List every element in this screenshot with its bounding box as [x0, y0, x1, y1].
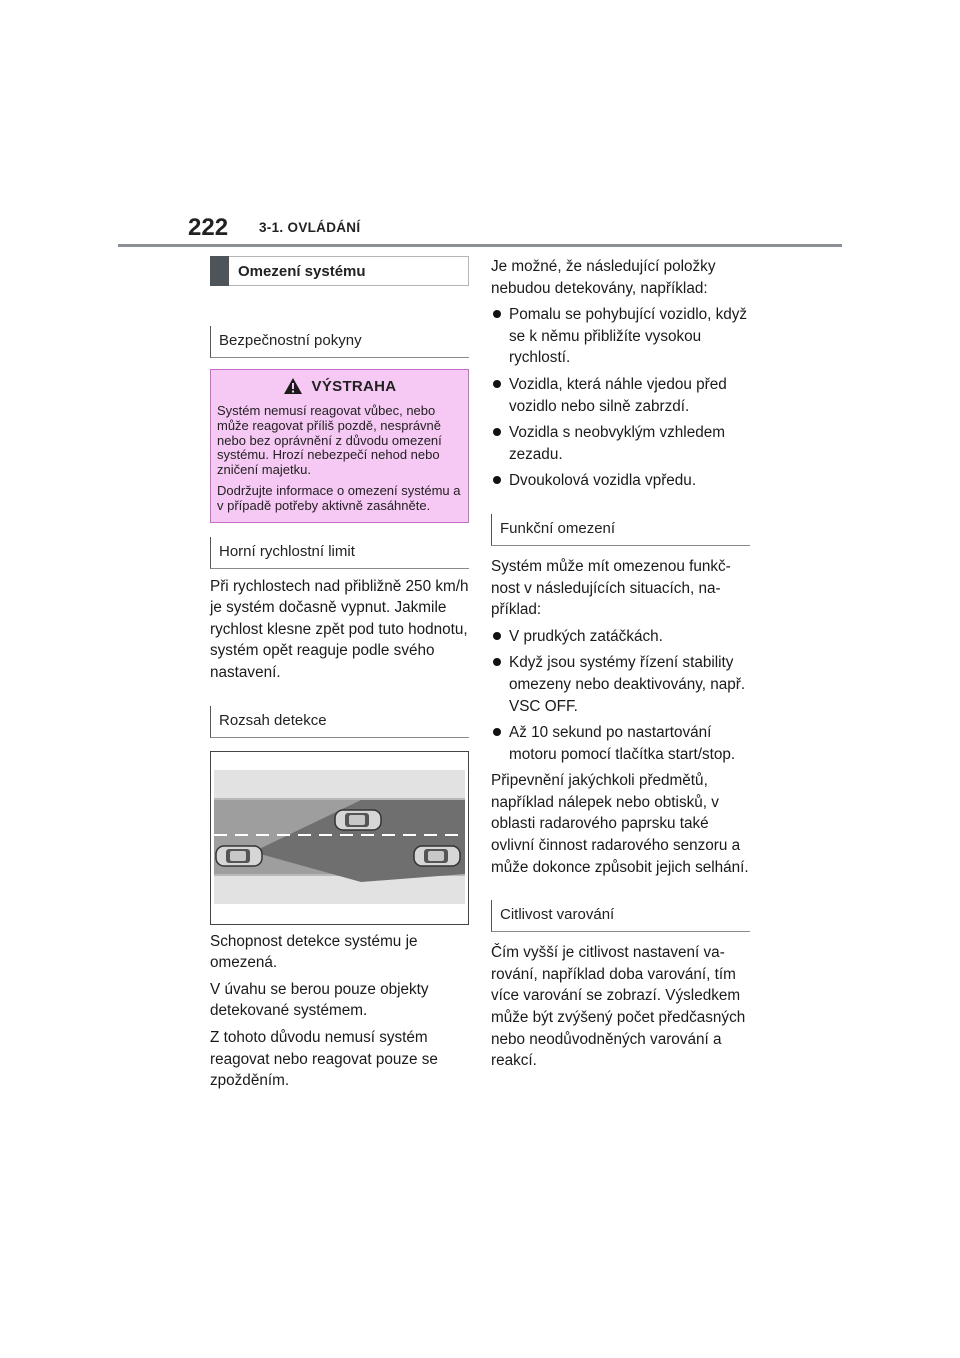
radar-detection-range-diagram: [210, 751, 469, 925]
subheading-sensitivity: Citlivost varování: [491, 900, 750, 932]
right-column: [491, 256, 750, 1072]
main-heading: [210, 256, 469, 286]
section-title: 3-1. OVLÁDÁNÍ: [259, 220, 361, 235]
list-item: Pomalu se pohybující vozidlo, když se k němu přibližíte vysokou rychlostí.: [491, 304, 750, 369]
warning-triangle-icon: [283, 377, 303, 395]
list-item: Dvoukolová vozidla vpředu.: [491, 470, 750, 492]
list-item: V prudkých zatáčkách.: [491, 626, 750, 648]
undetected-list: [491, 304, 750, 492]
undetected-intro: Je možné, že následující položky nebudou detekovány, například:: [491, 258, 716, 297]
sensitivity-text: Čím vyšší je citlivost nastavení varování, například doba varování, tím více varování se zobrazí. Výsledkem může být zvýšený počet předčasných nebo neodůvodněných varování a reakcí.: [491, 944, 746, 1070]
detection-text-2: V úvahu se berou pouze objekty detekované systémem.: [210, 980, 429, 1020]
subheading-speed-limit: Horní rychlostní limit: [210, 537, 469, 569]
subheading-safety: Bezpečnostní pokyny: [210, 326, 469, 358]
page-number: 222: [188, 214, 229, 241]
detection-text-1: Schopnost detekce systému je omezená.: [210, 932, 418, 972]
list-item: Až 10 sekund po nastartování motoru pomocí tlačítka start/stop.: [491, 722, 750, 765]
car-right-icon: [414, 846, 460, 866]
functional-text: Připevnění jakýchkoli předmětů, například nálepek nebo obtisků, v oblasti radarového paprsku také ovlivní činnost radarového senzoru a může dokonce způsobit jejich selhání.: [491, 772, 749, 876]
warning-title: VÝSTRAHA: [311, 377, 397, 395]
subheading-detection: Rozsah detekce: [210, 706, 469, 738]
list-item: Vozidla, která náhle vjedou před vozidlo nebo silně zabrzdí.: [491, 374, 750, 417]
left-column: [210, 256, 469, 1092]
list-item: Vozidla s neobvyklým vzhledem zezadu.: [491, 422, 750, 465]
subheading-functional: Funkční omezení: [491, 514, 750, 546]
speed-limit-text: Při rychlostech nad přibližně 250 km/h je systém dočasně vypnut. Jakmile rychlost klesne zpět pod tuto hodnotu, systém opět reaguje podle svého nastavení.: [210, 577, 469, 681]
main-heading-label: Omezení systému: [238, 262, 366, 280]
heading-bar: [210, 256, 229, 286]
functional-list: [491, 626, 750, 766]
list-item: Když jsou systémy řízení stability omezeny nebo deaktivovány, např. VSC OFF.: [491, 652, 750, 717]
header-divider: [118, 244, 842, 247]
detection-text-3: Z tohoto důvodu nemusí systém reagovat nebo reagovat pouze se zpožděním.: [210, 1028, 438, 1090]
warning-box: [210, 369, 469, 523]
car-ahead-icon: [335, 810, 381, 830]
functional-intro: Systém může mít omezenou funkčnost v následujících situacích, například:: [491, 557, 731, 619]
warning-text-2: Dodržujte informace o omezení systému a v případě potřeby aktivně zasáhněte.: [217, 482, 461, 513]
own-car-icon: [216, 846, 262, 866]
warning-text-1: Systém nemusí reagovat vůbec, nebo může reagovat příliš pozdě, nesprávně nebo bez oprávnění z důvodu omezení systému. Hrozí nebezpečí nehod nebo zničení majetku.: [217, 403, 442, 478]
warning-header: [217, 374, 462, 398]
